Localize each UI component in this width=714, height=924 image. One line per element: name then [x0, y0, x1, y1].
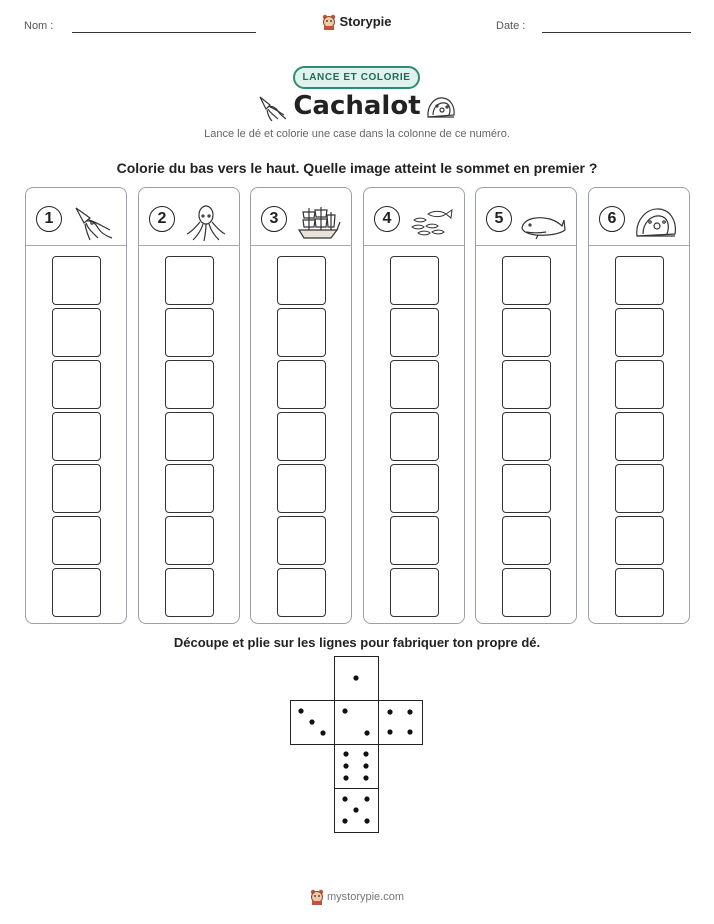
- color-cell[interactable]: [52, 516, 101, 565]
- color-cell[interactable]: [390, 464, 439, 513]
- subtitle: Lance le dé et colorie une case dans la colonne de ce numéro.: [204, 128, 510, 140]
- pips-5-icon: [335, 789, 377, 831]
- color-cell[interactable]: [615, 568, 664, 617]
- storypie-logo-icon: [310, 889, 324, 905]
- color-cell[interactable]: [52, 360, 101, 409]
- color-cell[interactable]: [277, 360, 326, 409]
- activity-badge: LANCE ET COLORIE: [293, 66, 420, 89]
- color-cell[interactable]: [615, 360, 664, 409]
- brand-header: [0, 13, 714, 30]
- color-cell[interactable]: [52, 308, 101, 357]
- color-cell[interactable]: [165, 360, 214, 409]
- color-cell[interactable]: [277, 308, 326, 357]
- color-cell[interactable]: [390, 360, 439, 409]
- footer-url[interactable]: mystorypie.com: [326, 891, 405, 903]
- column-1: [25, 187, 127, 624]
- color-cell[interactable]: [277, 516, 326, 565]
- name-line: [72, 32, 256, 33]
- color-cell[interactable]: [502, 516, 551, 565]
- column-header: [26, 196, 126, 246]
- cell-stack: [390, 256, 439, 620]
- die-face-top: [334, 656, 379, 701]
- color-cell[interactable]: [390, 256, 439, 305]
- date-line: [542, 32, 691, 33]
- fish-school-icon: [408, 204, 454, 242]
- color-cell[interactable]: [52, 568, 101, 617]
- column-header: [251, 196, 351, 246]
- cell-stack: [165, 256, 214, 620]
- color-cell[interactable]: [502, 308, 551, 357]
- whale-icon: [520, 204, 566, 242]
- color-cell[interactable]: [615, 412, 664, 461]
- color-cell[interactable]: [502, 256, 551, 305]
- pips-1-icon: [335, 657, 377, 699]
- column-header: [589, 196, 689, 246]
- cell-stack: [277, 256, 326, 620]
- column-number: 2: [149, 206, 175, 232]
- column-header: [139, 196, 239, 246]
- color-cell[interactable]: [390, 308, 439, 357]
- die-face-bottom: [334, 788, 379, 833]
- color-cell[interactable]: [615, 516, 664, 565]
- color-cell[interactable]: [165, 256, 214, 305]
- brand-name: Storypie: [339, 14, 392, 30]
- color-cell[interactable]: [615, 464, 664, 513]
- cut-instruction: Découpe et plie sur les lignes pour fabriquer ton propre dé.: [173, 635, 541, 650]
- column-number: 1: [36, 206, 62, 232]
- pips-6-icon: [335, 745, 377, 787]
- pips-2-icon: [335, 701, 377, 743]
- color-cell[interactable]: [165, 464, 214, 513]
- shell-icon: [633, 204, 679, 242]
- color-cell[interactable]: [165, 412, 214, 461]
- color-cell[interactable]: [277, 412, 326, 461]
- date-label: Date :: [496, 20, 526, 32]
- shell-icon: [425, 93, 457, 121]
- color-cell[interactable]: [502, 568, 551, 617]
- color-cell[interactable]: [277, 464, 326, 513]
- column-2: [138, 187, 240, 624]
- color-cell[interactable]: [165, 308, 214, 357]
- column-header: [476, 196, 576, 246]
- color-cell[interactable]: [502, 464, 551, 513]
- storypie-logo-icon: [322, 14, 336, 30]
- column-number: 3: [261, 206, 287, 232]
- color-cell[interactable]: [277, 256, 326, 305]
- column-6: [588, 187, 690, 624]
- die-face-lower: [334, 744, 379, 789]
- page-title: Cachalot: [293, 91, 421, 121]
- die-face-center: [334, 700, 379, 745]
- color-cell[interactable]: [502, 412, 551, 461]
- color-cell[interactable]: [165, 516, 214, 565]
- color-cell[interactable]: [165, 568, 214, 617]
- die-face-left: [290, 700, 335, 745]
- column-number: 5: [486, 206, 512, 232]
- squid-icon: [70, 204, 116, 242]
- color-cell[interactable]: [52, 412, 101, 461]
- pips-3-icon: [291, 701, 333, 743]
- column-5: [475, 187, 577, 624]
- column-3: [250, 187, 352, 624]
- color-cell[interactable]: [277, 568, 326, 617]
- color-cell[interactable]: [615, 256, 664, 305]
- color-cell[interactable]: [390, 412, 439, 461]
- die-face-right: [378, 700, 423, 745]
- color-cell[interactable]: [390, 568, 439, 617]
- pips-4-icon: [379, 701, 421, 743]
- ship-icon: [295, 204, 341, 242]
- column-4: [363, 187, 465, 624]
- footer: [0, 889, 714, 905]
- column-number: 6: [599, 206, 625, 232]
- instruction: Colorie du bas vers le haut. Quelle image atteint le sommet en premier ?: [116, 160, 598, 176]
- cell-stack: [615, 256, 664, 620]
- color-cell[interactable]: [390, 516, 439, 565]
- column-header: [364, 196, 464, 246]
- cell-stack: [502, 256, 551, 620]
- column-number: 4: [374, 206, 400, 232]
- octopus-icon: [183, 204, 229, 242]
- color-cell[interactable]: [502, 360, 551, 409]
- color-cell[interactable]: [52, 256, 101, 305]
- cell-stack: [52, 256, 101, 620]
- color-cell[interactable]: [615, 308, 664, 357]
- color-cell[interactable]: [52, 464, 101, 513]
- name-label: Nom :: [24, 20, 54, 32]
